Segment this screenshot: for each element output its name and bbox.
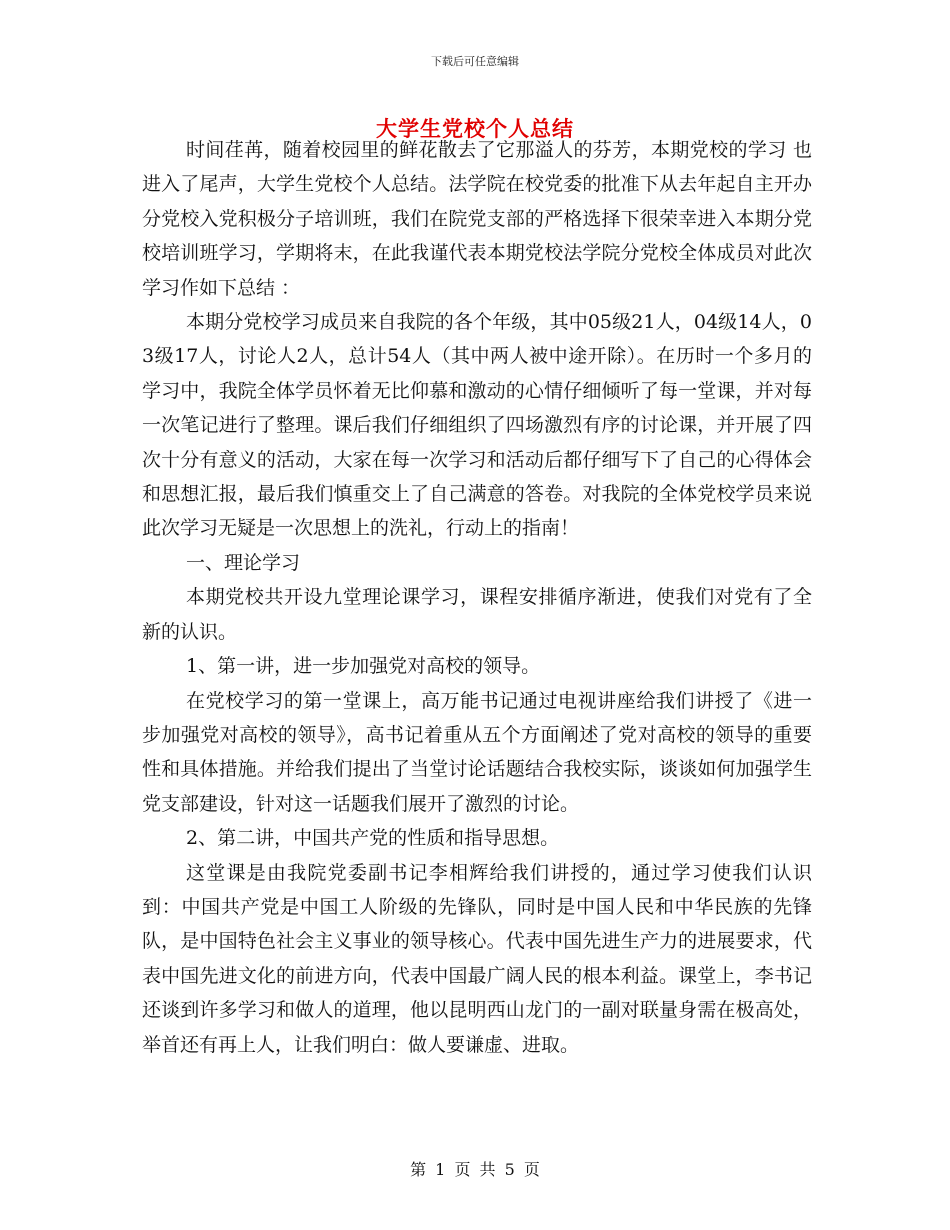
lecture-heading-2: 2、第二讲，中国共产党的性质和指导思想。 bbox=[186, 827, 560, 850]
lecture-heading-1: 1、第一讲，进一步加强党对高校的领导。 bbox=[186, 655, 541, 678]
document-body bbox=[142, 133, 812, 1062]
header-note: 下载后可任意编辑 bbox=[431, 55, 519, 68]
page-footer: 第 1 页 共 5 页 bbox=[410, 1160, 540, 1179]
paragraph-theory-overview: 本期党校共开设九堂理论课学习，课程安排循序渐进，使我们对党有了全新的认识。 bbox=[142, 586, 812, 643]
paragraph-lecture-2: 这堂课是由我院党委副书记李相辉给我们讲授的，通过学习使我们认识到：中国共产党是中国工人阶级的先锋队，同时是中国人民和中华民族的先锋队，是中国特色社会主义事业的领导核心。代表中国先进生产力的进展要求，代表中国先进文化的前进方向，代表中国最广阔人民的根本利益。课堂上，李书记还谈到许多学习和做人的道理，他以昆明西山龙门的一副对联量身需在极高处，举首还有再上人，让我们明白：做人要谦虚、进取。 bbox=[142, 861, 812, 1056]
section-heading-theory: 一、理论学习 bbox=[186, 551, 301, 574]
paragraph-intro: 时间荏苒，随着校园里的鲜花散去了它那溢人的芬芳，本期党校的学习 也进入了尾声，大学生党校个人总结。法学院在校党委的批准下从去年起自主开办分党校入党积极分子培训班，我们在院党支部的严格选择下很荣幸进入本期分党校培训班学习，学期将末，在此我谨代表本期党校法学院分党校全体成员对此次学习作如下总结 ： bbox=[142, 139, 812, 299]
paragraph-lecture-1: 在党校学习的第一堂课上，高万能书记通过电视讲座给我们讲授了《进一步加强党对高校的领导》，高书记着重从五个方面阐述了党对高校的领导的重要性和具体措施。并给我们提出了当堂讨论话题结合我校实际，谈谈如何加强学生 党支部建设，针对这一话题我们展开了激烈的讨论。 bbox=[142, 689, 812, 815]
paragraph-members: 本期分党校学习成员来自我院的各个年级，其中05级21人，04级14人，03级17人，讨论人2人，总计54人（其中两人被中途开除）。在历时一个多月的学习中，我院全体学员怀着无比仰慕和激动的心情仔细倾听了每一堂课，并对每一次笔记进行了整理。课后我们仔细组织了四场激烈有序的讨论课，并开展了四次十分有意义的活动，大家在每一次学习和活动后都仔细写下了自己的心得体会和思想汇报，最后我们慎重交上了自己满意的答卷。对我院的全体党校学员来说此次学习无疑是一次思想上的洗礼，行动上的指南！ bbox=[142, 311, 812, 540]
document-title: 大学生党校个人总结 bbox=[376, 116, 574, 141]
